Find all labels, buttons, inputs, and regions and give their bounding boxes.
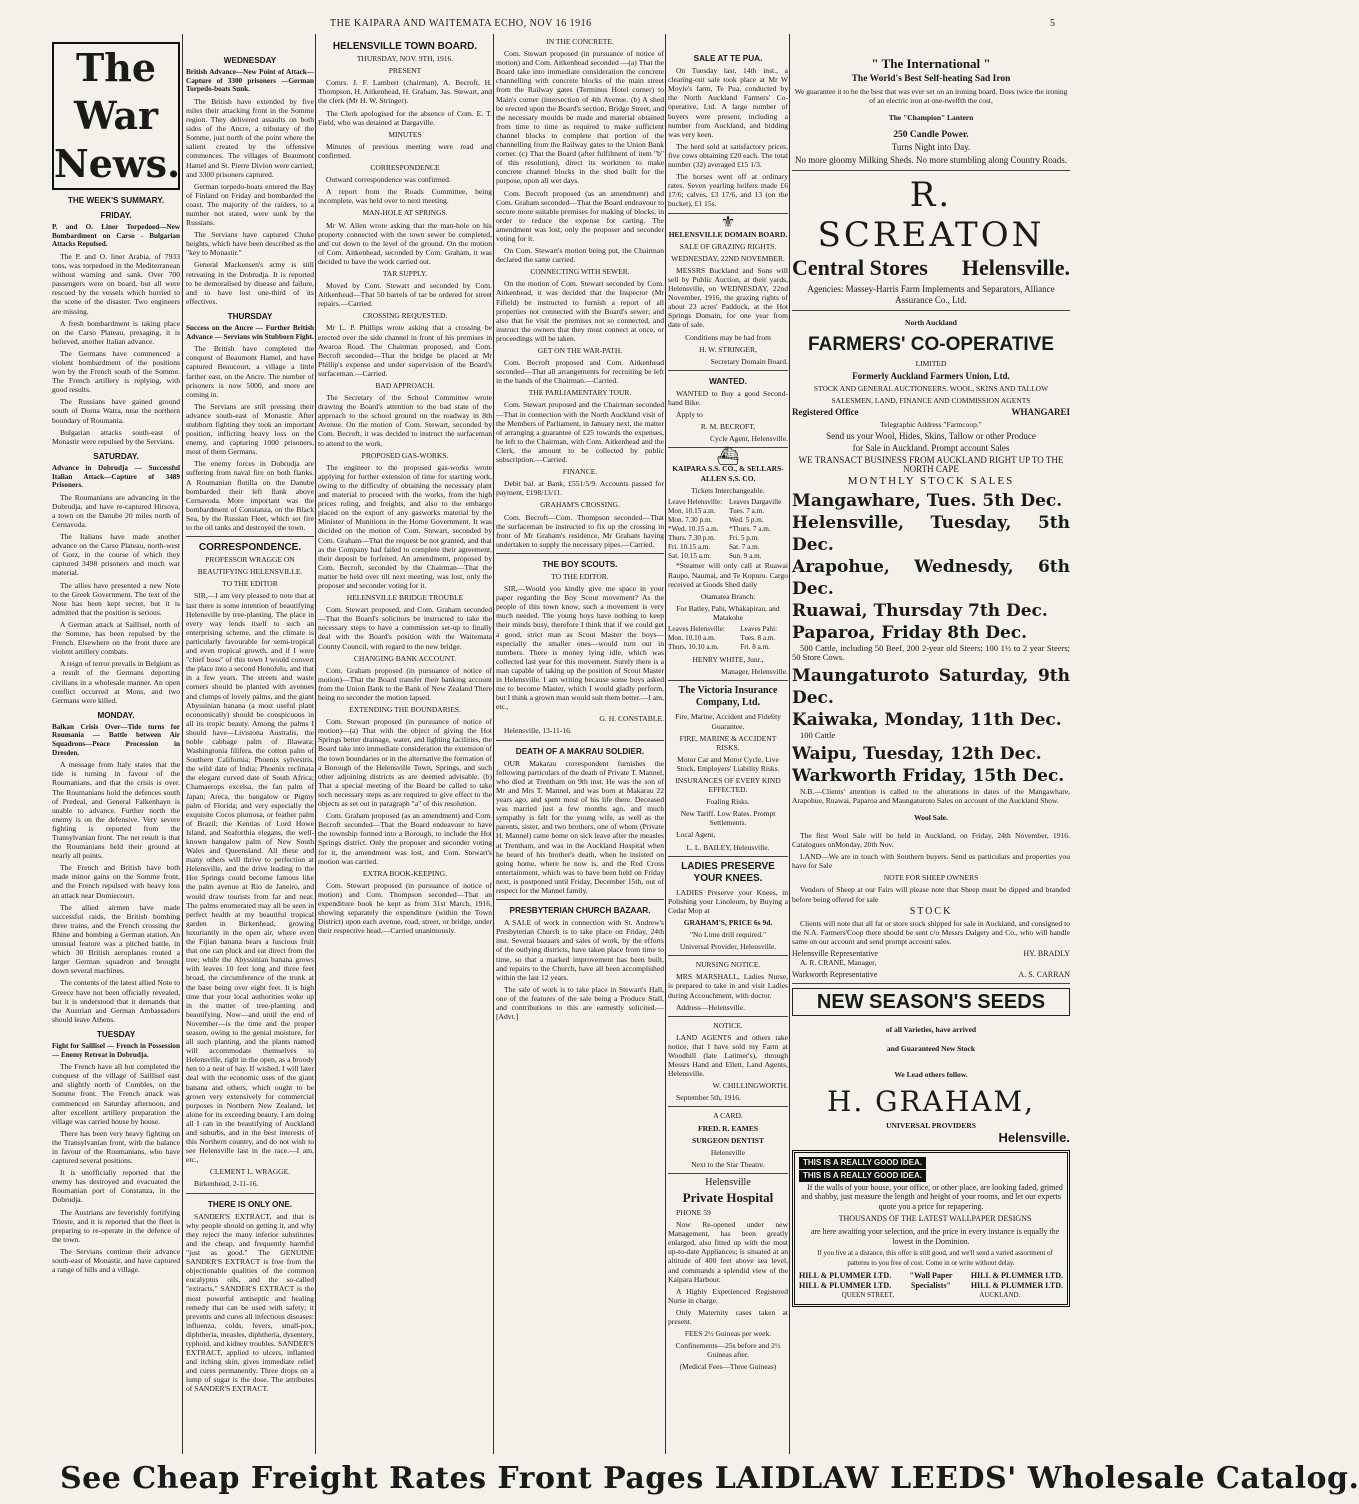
sale-date: Ruawai, Thursday 7th Dec. bbox=[792, 600, 1048, 621]
formerly: Formerly Auckland Farmers Union, Ltd. bbox=[852, 370, 1010, 381]
hospital-fees: Confinements—25s before and 2½ Guineas after. bbox=[675, 1341, 781, 1360]
report-paragraph: Com. Becroft—Com. Thompson seconded—That the surfaceman be instructed to fix up the crossing in front of Mr Graham's residence, Mr Graham having undertaken to supply the necessary pipes.—Carried. bbox=[496, 512, 664, 549]
report-paragraph: On the motion of Com. Stewart seconded by Com. Aitkenhead, it was decided that the Inspector (Mr Fifield) be instructed to furnish a report of all properties not connected with the Board's sewer; and also that he visit the premises not so connected, and instruct the owners that they must connect at once, or proceedings will be taken. bbox=[496, 279, 664, 343]
sheep-note-body: Vendors of Sheep at our Fairs will please note that Sheep must be dipped and branded before being offered for sale bbox=[792, 885, 1070, 904]
news-paragraph: It is unofficially reported that the enemy has destroyed and evacuated the Roumanian port of Constanza, in the Dobrudja. bbox=[52, 1168, 180, 1205]
section-heading: CONNECTING WITH SEWER. bbox=[530, 267, 630, 277]
news-paragraph: The allied airmen have made successful raids, the British bombing three trains, and the French crossing the Rhine and bombing a German station. An unusual feature was a pitched battle, in which 30 British aeroplanes routed a larger German squadron and brought down several machines. bbox=[52, 902, 180, 976]
seeds-line: and Guaranteed New Stock bbox=[886, 1044, 976, 1054]
victoria-body: Local Agent, bbox=[676, 830, 716, 840]
notice-body: MESSRS Buckland and Sons will sell by Public Auction, at their yards, Helensville, on WEDNESDAY, 22nd November, 1916, the grazing rights of about 23 acres' Paddock, at the Hot Springs Domain, for one year from date of sale. bbox=[668, 265, 788, 330]
wallpaper-label: "Wall Paper bbox=[909, 1271, 953, 1281]
hospital-body: Only Maternity cases taken at present. bbox=[668, 1307, 788, 1327]
report-paragraph: Com. Becroft proposed and Com. Aitkenhead seconded—That all arrangements for recruiting be left in the hands of the Chairman.—Carried. bbox=[496, 358, 664, 386]
section-heading: CHANGING BANK ACCOUNT. bbox=[353, 653, 457, 663]
war-news-column bbox=[52, 34, 180, 1454]
masthead bbox=[0, 0, 1114, 30]
masthead-title: THE KAIPARA AND WAITEMATA ECHO, NOV 16 1916 bbox=[330, 18, 592, 29]
report-paragraph: Debit bal. at Bank, £551/5/9. Accounts passed for payment, £198/13/11. bbox=[496, 479, 664, 498]
wool-sale-body: The first Wool Sale will be held in Auckland, on Friday, 24th November, 1916. Catalogues onMonday, 20th Nov. bbox=[792, 830, 1070, 850]
report-paragraph: Moved by Com. Stewart and seconded by Com. Aitkenhead—That 50 barrels of tar be ordered for street repairs.—Carried. bbox=[318, 281, 492, 309]
kaipara-heading: KAIPARA S.S. CO., & SELLARS-ALLEN S.S. CO. bbox=[672, 464, 784, 483]
rep-label: Warkworth Representative bbox=[792, 970, 878, 980]
hospital-body: A Highly Experienced Registered Nurse in charge. bbox=[668, 1286, 788, 1305]
table-header: Leaves Pahi: bbox=[740, 624, 778, 633]
telegraph: Telegraphic Address "Farmcoop." bbox=[880, 419, 982, 429]
news-paragraph: General Mackensen's army is still retreating in the Dobrudja. It is reported to be demoralised by disease and failure, and to have lost one-third of its effectives. bbox=[186, 260, 314, 306]
dentist-name: FRED. R. EAMES bbox=[697, 1123, 758, 1133]
saturday-subheading: Advance in Dobrudja — Successful Italian Attack—Capture of 3489 Prisoners. bbox=[52, 463, 180, 490]
letter-place: Helensville, 13-11-16. bbox=[504, 726, 572, 736]
victoria-body: INSURANCES OF EVERY KIND EFFECTED. bbox=[675, 776, 781, 795]
hospital-fees: (Medical Fees—Three Guineas) bbox=[679, 1362, 777, 1372]
sale-date: Mangawhare, Tues. 5th Dec. bbox=[792, 490, 1063, 511]
news-paragraph: On Tuesday last, 14th inst., a clearing-out sale took place at Mr W Moyle's farm, Te Pua, conducted by the North Auckland Farmers' Co-operative, Ltd. A large number of buyers were present, including a number from Auckland, and bidding was very keen. bbox=[668, 66, 788, 139]
wanted-heading: WANTED. bbox=[709, 376, 747, 386]
address-city: AUCKLAND. bbox=[979, 1290, 1021, 1299]
table-cell: Mon. 10.10 a.m. bbox=[668, 634, 716, 643]
letter-title: PROFESSOR WRAGGE ON bbox=[205, 555, 295, 565]
transact: WE TRANSACT BUSINESS FROM AUCKLAND RIGHT UP TO THE NORTH CAPE bbox=[798, 455, 1064, 475]
kaiwaka-detail: 100 Cattle bbox=[800, 729, 836, 740]
farmers-coop-title: FARMERS' CO-OPERATIVE bbox=[808, 334, 1054, 356]
notice-signature: W. CHILLINGWORTH. bbox=[712, 1081, 788, 1091]
letter-subtitle: BEAUTIFYING HELENSVILLE. bbox=[197, 567, 303, 577]
meeting-date: THURSDAY, NOV. 9TH, 1916. bbox=[356, 54, 454, 64]
news-paragraph: The French and British have both made minor gains on the Somme front, and the French repulsed with heavy loss an attack near Domiecourt. bbox=[52, 863, 180, 900]
rep-name: HY. BRADLY bbox=[1023, 949, 1070, 958]
victoria-body: FIRE, MARINE & ACCIDENT RISKS. bbox=[679, 733, 777, 752]
manager-name: A. R. CRANE, Manager, bbox=[800, 958, 877, 968]
hill-plummer-name: HILL & PLUMMER LTD. bbox=[799, 1281, 892, 1290]
notice-signature-title: Manager, Helensville. bbox=[721, 667, 788, 677]
stock-line: STOCK AND GENERAL AUCTIONEERS. WOOL, SKINS AND TALLOW bbox=[813, 383, 1049, 393]
notice-signature: H. W. STRINGER, bbox=[699, 344, 757, 354]
sale-date: Paparoa, Friday 8th Dec. bbox=[792, 622, 1028, 643]
champion-slogan: Turns Night into Day. bbox=[891, 142, 971, 153]
graham-place: Helensville. bbox=[998, 1130, 1070, 1146]
table-cell: Thurs. 7.30 p.m. bbox=[668, 534, 716, 543]
report-paragraph: Mr W. Allen wrote asking that the man-hole on his property connected with the town sewer be completed, and cut down to the level of the ground. On the motion of Com. Aitkenhead, seconded by Com. Graham, it was decided to have the work carried out. bbox=[318, 220, 492, 266]
news-paragraph: The Servians continue their advance south-east of Monastir, and have captured a range of hills and a village. bbox=[52, 1246, 180, 1275]
news-paragraph: Bulgarian attacks south-east of Monastir were repulsed by the Servians. bbox=[52, 427, 180, 446]
section-heading: GET ON THE WAR-PATH. bbox=[537, 346, 623, 355]
notice-body: Conditions may be had from bbox=[685, 332, 771, 342]
report-paragraph: On Com. Stewart's motion being put, the Chairman declared the same carried. bbox=[496, 246, 664, 265]
victoria-heading: The Victoria Insurance Company, Ltd. bbox=[678, 685, 778, 709]
otamatea-heading: Otamatea Branch: bbox=[700, 591, 756, 601]
champion-title: The "Champion" Lantern bbox=[888, 113, 974, 123]
ladies-body: Universal Provider, Helensville. bbox=[679, 942, 777, 952]
town-board-column bbox=[318, 34, 492, 1454]
town-board-title: HELENSVILLE TOWN BOARD. bbox=[332, 41, 478, 52]
victoria-body: New Tariff. Low Rates. Prompt Settlements. bbox=[680, 809, 776, 828]
sanders-heading: THERE IS ONLY ONE. bbox=[207, 1199, 293, 1209]
whangarei: WHANGAREI bbox=[1011, 406, 1070, 417]
table-cell: *Thurs. 7 a.m. bbox=[728, 525, 771, 534]
wallpaper-distance: If you live at a distance, this offer is still good, and we'll send a varied assortment of patterns to you free of cost. Come in or write without delay. bbox=[817, 1249, 1053, 1267]
victoria-body: Fire, Marine, Accident and Fidelity Guarantee. bbox=[675, 712, 781, 731]
wallpaper-body: are here awaiting your selection, and the price in every instance is equally the lowest in the Dominion. bbox=[810, 1227, 1060, 1246]
news-paragraph: The Italians have made another advance on the Carso Plateau, north-west of Gorz, in the course of which they captured 3498 prisoners and much war material. bbox=[52, 532, 180, 578]
section-heading: CORRESPONDENCE bbox=[370, 163, 440, 173]
table-cell: Wed. 5 p.m. bbox=[728, 515, 764, 524]
bazaar-heading: PRESBYTERIAN CHURCH BAZAAR. bbox=[509, 906, 651, 916]
table-header: Leave Helensville: bbox=[668, 497, 723, 506]
rep-name: A. S. CARRAN bbox=[1018, 970, 1070, 980]
table-cell: Mon. 10.15 a.m. bbox=[668, 506, 716, 515]
tuesday-subheading: Fight for Saillisel — French in Possession — Enemy Retreat in Dobrudja. bbox=[52, 1041, 180, 1059]
sale-date: Helensville, Tuesday, 5th Dec. bbox=[792, 512, 1070, 555]
helensville-label: Helensville. bbox=[961, 255, 1070, 281]
hill-plummer-name: HILL & PLUMMER LTD. bbox=[970, 1281, 1063, 1290]
section-heading: THE PARLIAMENTARY TOUR. bbox=[528, 388, 632, 398]
footer-advert: See Cheap Freight Rates Front Pages LAIDLAW LEEDS' Wholesale Catalog. bbox=[60, 1461, 1359, 1496]
ladies-body: "No Lime drill required." bbox=[689, 930, 767, 940]
lead-line: We Lead others follow. bbox=[894, 1070, 968, 1080]
news-paragraph: The allies have presented a new Note to the Greek Government. The text of the Note has been kept secret, but it is admitted that the position is serious. bbox=[52, 580, 180, 617]
report-paragraph: Com. Graham proposed (in pursuance of notice of motion)—That the Board transfer their banking account from the Union Bank to the Bank of New Zealand There being no seconder the motion lapsed. bbox=[318, 665, 492, 702]
section-heading: MINUTES bbox=[388, 129, 422, 139]
news-paragraph: German torpedo-boats entered the Bay of Finland on Friday and bombarded the coast. The majority of the raiders, to a number not stated, were sunk by the Russians. bbox=[186, 181, 314, 228]
victoria-body: Foaling Risks. bbox=[706, 797, 750, 807]
monthly-stock-sales: MONTHLY STOCK SALES bbox=[847, 475, 1015, 488]
news-paragraph: The British have extended by five miles their attacking front in the Somme region. They delivered assaults on both sides of the Ancre, a tributary of the Somme, just north of the point where the salient created by the offensive commences. The villages of Beaumont Hamel and St. Pierre Divion were carried, and 3300 prisoners captured. bbox=[186, 96, 314, 179]
monday-heading: MONDAY. bbox=[97, 710, 135, 720]
north-auckland: North Auckland bbox=[905, 318, 957, 328]
sale-date: Maungaturoto Saturday, 9th Dec. bbox=[792, 665, 1070, 708]
registered-office: Registered Office bbox=[792, 406, 859, 417]
section-heading: IN THE CONCRETE. bbox=[546, 37, 614, 46]
wallpaper-body: If the walls of your house, your office, or other place, are looking faded, grimed and shabby, just measure the length and height of your rooms, and let our experts quote you a price for repapering. bbox=[801, 1182, 1063, 1211]
send-produce: Send us your Wool, Hides, Skins, Tallow or other Produce bbox=[826, 431, 1036, 442]
news-paragraph: There has been very heavy fighting on the Transylvanian front, with the balance in favour of the Roumanians, who have captured several positions. bbox=[52, 1128, 180, 1166]
central-stores: Central Stores bbox=[792, 255, 928, 281]
table-cell: Tues. 7 a.m. bbox=[728, 506, 765, 515]
table-cell: Tues. 8 a.m. bbox=[740, 634, 776, 643]
news-paragraph: The Servians have captured Chuke heights, which have been described as the "key to Monastir." bbox=[186, 230, 314, 258]
sale-heading: SALE AT TE PUA. bbox=[693, 54, 763, 63]
section-heading: FINANCE. bbox=[562, 467, 598, 477]
paparoa-detail: 500 Cattle, including 50 Beef, 200 2-year old Steers; 100 1½ to 2 year Steers; 50 Store Cows. bbox=[792, 642, 1070, 662]
notice-body: Address—Helensville. bbox=[676, 1002, 745, 1012]
news-paragraph: The horses went off at ordinary rates. Seven yearling heifers made £6 17/6; calves, £3 17/6, and 13 (on the bucket), £1 15s. bbox=[668, 172, 788, 209]
nb-note: N.B.—Clients' attention is called to the alterations in dates of the Mangawhare, Arapohue, Ruawai, Paparoa and Maungaturoto Sales on account of the Auckland Show. bbox=[792, 786, 1070, 805]
wednesday-subheading: British Advance—New Point of Attack—Capture of 3300 prisoners —German Torpedo-boats Sunk. bbox=[186, 68, 314, 94]
ladies-body: LADIES Preserve your Knees, in Polishing your Linoleum, by Buying a Cedar Mop at bbox=[668, 887, 788, 915]
news-paragraph: A reign of terror prevails in Belgium as a result of the Germans deporting civilians in a wholesale manner. An open conflict occurred at Mons, and two Germans were killed. bbox=[52, 659, 180, 705]
ladies-price: GRAHAM'S, PRICE 6s 9d. bbox=[683, 917, 773, 927]
report-paragraph: Com. Becroft proposed (as an amendment) and Com. Graham seconded—That the Board endeavour to secure more suitable premises for making of blocks, in order to reduce the expense for carting. The amendment was lost, only the proposer and seconder voting for it. bbox=[496, 188, 664, 243]
news-paragraph: The contents of the latest allied Note to Greece have not been officially revealed, but it is understood that it demands that the Austrian and German Ambassadors should leave Athens. bbox=[52, 978, 180, 1024]
table-cell: *Wed. 10.15 a.m. bbox=[668, 525, 719, 534]
sale-date: Warkworth Friday, 15th Dec. bbox=[792, 765, 1065, 786]
steamer-note: *Steamer will only call at Ruawai Raupo, Naumai, and Te Kopuru. Cargo received at Goods Shed daily bbox=[668, 561, 788, 589]
for-sale: for Sale in Auckland. Prompt account Sales bbox=[852, 443, 1010, 454]
report-paragraph: Minutes of previous meeting were read and confirmed. bbox=[318, 141, 492, 160]
notice-body: LAND AGENTS and others take notice, that I have sold my Farm at Woodhill (late Latimer's), through Messrs Hand and Ellett, Land Agents, Helensville. bbox=[668, 1032, 788, 1079]
sailing-timetable bbox=[668, 498, 788, 562]
screaton-title: R. SCREATON bbox=[817, 175, 1045, 256]
section-heading: TAR SUPPLY. bbox=[382, 268, 428, 278]
section-heading: PROPOSED GAS-WORKS. bbox=[361, 450, 449, 460]
stock-body: Clients will note that all fat or store stock shipped for sale in Auckland, and consigned to the N.A. Farmers'Coop there should be sent c/o Messrs Dalgety and Co., who will handle same on our account and send prompt account sales. bbox=[792, 918, 1070, 946]
hill-plummer-name: HILL & PLUMMER LTD. bbox=[799, 1271, 892, 1281]
tickets-note: Tickets Interchangeable. bbox=[691, 485, 765, 495]
limited: LIMITED bbox=[915, 359, 947, 369]
news-paragraph: A German attack at Saillisel, north of the Somme, has been repulsed by the French. Elsewhere on the front there are violent artillery combats. bbox=[52, 619, 180, 657]
news-paragraph: A fresh bombardment is taking place on the Carso Plateau, presaging, it is believed, another Italian advance. bbox=[52, 318, 180, 346]
weekly-summary-heading: THE WEEK'S SUMMARY. bbox=[67, 196, 165, 205]
letter-place: Birkenhead, 2-11-16. bbox=[194, 1179, 259, 1189]
hospital-phone: PHONE 59 bbox=[676, 1208, 711, 1217]
news-paragraph: The Russians have gained ground south of Dorna Watra, near the northern boundary of Roumania. bbox=[52, 397, 180, 425]
land-note: LAND—We are in touch with Southern buyers. Send us particulars and properties you have for Sale bbox=[792, 852, 1070, 871]
agencies: Agencies: Massey-Harris Farm Implements and Separators, Alliance Assurance Co., Ltd. bbox=[807, 284, 1055, 306]
champion-power: 250 Candle Power. bbox=[893, 130, 969, 141]
seeds-line: of all Varieties, have arrived bbox=[885, 1025, 977, 1035]
sanders-advert: SANDER'S EXTRACT, and that is why people should on getting it, and why they reject the many inferior substitutes and the cheap, and frequently harmful "just as good." The GENUINE SANDER'S EXTRACT is free from the objectionable qualities of the common eucalyptus oils, and the so-called "extracts." SANDER'S EXTRACT is the most powerful antiseptic and healing remedy that can be used with safety; it prevents and cures all infectious diseases: influenza, colds, fevers, small-pox, diphtheria, measles, diphtheria, dysentery, typhoid, and kidney troubles. SANDER'S EXTRACT, applied to ulcers, inflamed and itching skin, gives immediate relief and cures permanently. Three drops on a lump of sugar is the dose. The attributes of SANDER'S EXTRACT. bbox=[186, 1211, 314, 1394]
notice-signature: HENRY WHITE, Junr., bbox=[692, 655, 764, 665]
notice-signature-title: Cycle Agent, Helensville. bbox=[709, 434, 788, 444]
table-cell: Fri. 10.15 a.m. bbox=[668, 543, 711, 552]
table-header: Leaves Dargaville bbox=[728, 497, 782, 506]
news-paragraph: The enemy forces in Dobrudja are suffering from naval fire on both flanks. A Roumanian flotilla on the Danube bombarded their left flank above Cernavoda. More important was the bombardment of Constanza, on the Black Sea, by the Russian Fleet, which set fire to the oil tanks and destroyed the town. bbox=[186, 459, 314, 532]
domain-date: WEDNESDAY, 22ND NOVEMBER. bbox=[671, 253, 785, 263]
section-heading: BAD APPROACH. bbox=[375, 381, 435, 390]
sale-date: Waipu, Tuesday, 12th Dec. bbox=[792, 743, 1042, 764]
victoria-body: Motor Car and Motor Cycle, Live Stock, Employers' Liability Risks. bbox=[676, 754, 780, 773]
letter-signature: G. H. CONSTABLE. bbox=[599, 714, 664, 724]
news-paragraph: The Austrians are feverishly fortifying Trieste, and it is reported that the fleet is preparing to re-operate in the defence of the town. bbox=[52, 1207, 180, 1244]
news-paragraph: The herd sold at satisfactory prices, five cows obtaining £20 each. The total number (32) averaged £15 1/3. bbox=[668, 141, 788, 170]
hospital-heading-1: Helensville bbox=[705, 1176, 751, 1188]
friday-subheading: P. and O. Liner Torpedoed—New Bombardment on Carso - Bulgarian Attacks Repulsed. bbox=[52, 223, 180, 249]
notice-body: WANTED to Buy a good Second-hand Bike. bbox=[668, 388, 788, 407]
section-heading: CROSSING REQUESTED. bbox=[362, 311, 448, 321]
intl-subtitle: The World's Best Self-heating Sad Iron bbox=[851, 74, 1011, 84]
hospital-body: Now Re-opened under new Management, has been greatly enlarged, also fitted up with the most up-to-date Appliances; is situated at an altitude of 400 feet above sea level, and commands a splendid view of the Kaipara Harbour. bbox=[668, 1220, 788, 1284]
wednesday-heading: WEDNESDAY bbox=[223, 56, 277, 65]
good-idea-banner: THIS IS A REALLY GOOD IDEA. bbox=[799, 1157, 926, 1169]
to-the-editor: TO THE EDITOR. bbox=[551, 571, 609, 581]
table-cell: Sat. 7 a.m. bbox=[728, 543, 760, 552]
crest-icon: ⚜ bbox=[720, 213, 736, 231]
war-news-column-2 bbox=[186, 34, 314, 1454]
report-paragraph: The Secretary of the School Committee wrote drawing the Board's attention to the bad state of the approach to the school ground on the roadway in 8th Avenue. On the motion of Com. Stewart, seconded by Com. Becroft, it was decided to instruct the surfaceman to attend to the work. bbox=[318, 393, 492, 448]
thursday-subheading: Success on the Ancre — Further British Advance — Servians win Stubborn Fight. bbox=[186, 324, 314, 341]
news-paragraph: The British have completed the conquest of Beaumont Hamel, and have captured Beaucourt, a village a little farther east, on the Ancre. The number of prisoners is now 5000, and more are coming in. bbox=[186, 344, 314, 399]
stock-heading: STOCK bbox=[909, 905, 953, 917]
sale-date: Arapohue, Wednesdy, 6th Dec. bbox=[792, 556, 1070, 599]
tuesday-heading: TUESDAY bbox=[96, 1029, 136, 1039]
table-cell: Mon. 7.30 p.m. bbox=[668, 515, 713, 524]
table-cell: Fri. 5 p.m. bbox=[728, 534, 760, 543]
wallpaper-designs: THOUSANDS OF THE LATEST WALLPAPER DESIGNS bbox=[838, 1214, 1032, 1224]
hospital-fees: FEES 2½ Guineas per week. bbox=[684, 1329, 772, 1339]
domain-sub: SALE OF GRAZING RIGHTS. bbox=[679, 241, 777, 251]
section-heading: EXTENDING THE BOUNDARIES. bbox=[349, 705, 461, 715]
letter-signature: CLEMENT L. WRAGGE. bbox=[209, 1167, 291, 1177]
section-heading: PRESENT bbox=[388, 66, 422, 76]
letter-body: SIR,—I am very pleased to note that at last there is some intention of beautifying Helensville by tree-planting. The place in every way lends itself to such an enterprising scheme, and the climate is particularly favourable for semi-tropical and even tropical growth, and if I were "chief boss" of this town I would convert the place into a second Honolulu, and that in a few years. The streets and waste corners should be planted with avenues and clumps of lovely palms, and the giant Abyssinian banana (a most useful plant economically) should be conspicuous in all its tropic beauty. Among the palms I should have—Livistona Australis, the noble cabbage palm of Illawara; Washingtonia filifera, the cotton palm of Southern California; Phoenix sylvestris, the wild date of India; Phoenix reclinata the elegant curved date of South Africa; Chamaerops excelsa, the fan palm of Japan; Areca, the bangalow or Pigmy palm of Florida; and very especially the exquisite Cocos plumosa, or feather palm of Brazil; the Kentias of Lord Howe Island, and Seaforthia elegans, the well-known bangalow palm of New South Wales and Queensland. All these and many others will thrive to perfection at Helensville, and the drive leading to the Hot Springs could become famous like the palm avenue at Rio de Janeiro, and would draw tourists from far and near. The palms enumerated may all be seen in perfect health at my beautiful tropical garden in Birkenhead, growing luxuriantly in the open air, where even the Fijian banana bears a luscious fruit that one can pluck and eat direct from the tree; while the Abyssinian banana grows with leaves 10 feet long and three feet broad, the circumference of the trunk at the base being over eight feet. It is high time that your local authorities woke up in the matter of tree-planting and beautifying. Now—and until the end of November—is the time and the proper season, owing to the genial moisture, for all such planting, and the plants named will accommodate themselves to Helensville, right in the open, as a broody hen to a nest of hay. If wished, I will later deal with the economic uses of the giant banana and others, which ought to be grown very extensively for commercial purposes in Northern New Zealand, let alone for its exceeding beauty. I am doing all I can in the beautifying of Auckland and suburbs, and in the best interests of this Northern country, and do not wish to see Helensville last in the race.—I am, etc., bbox=[186, 591, 314, 1165]
notice-body: Apply to bbox=[676, 410, 703, 420]
table-header: Leaves Helensville: bbox=[668, 624, 725, 633]
makrau-heading: DEATH OF A MAKRAU SOLDIER. bbox=[515, 746, 645, 756]
page-number: 5 bbox=[1050, 18, 1056, 29]
wool-sale-title: Wool Sale. bbox=[914, 812, 948, 822]
dentist-place: Helensville bbox=[710, 1147, 746, 1157]
section-heading: GRAHAM'S CROSSING. bbox=[540, 500, 620, 510]
news-paragraph: The French have all but completed the conquest of the village of Saillisel east and slightly north of Combles, on the Somme front. The French attack was commenced on Saturday afternoon, and after excellent artillery preparation the village was carried house by house. bbox=[52, 1062, 180, 1126]
friday-heading: FRIDAY. bbox=[100, 211, 132, 221]
seeds-title: NEW SEASON'S SEEDS bbox=[792, 988, 1070, 1016]
nursing-heading: NURSING NOTICE. bbox=[695, 960, 761, 970]
news-paragraph: The Roumanians are advancing in the Dobrudja, and have re-captured Hirsova, a town on the Danube 20 miles north of Cernavoda. bbox=[52, 492, 180, 529]
otamatea-body: For Batley, Pahi, Whakapirau, and Matakohe bbox=[676, 603, 780, 622]
news-paragraph: OUR Makarau correspondent furnishes the following particulars of the death of Private T. Mannel, who died at Trentham on 9th inst. He was the son of Mr and Mrs T. Mannel, and was born at Makarau 22 years ago, and spent most of his life there. Deceased was married just a few months ago, and much sympathy is felt for the young wife, as well as the parents, sister, and two brothers, one of whom (Private H. Mannel) came home on sick leave after the measles at Trentham, and was in the Auckland Hospital when he heard of his brother's death, when he insisted on going home, where he now is, and the Red Cross entertainment, which was to have been held on Friday next, is postponed until Friday, December 15th, out of respect for the Mannel family. bbox=[496, 758, 664, 895]
table-cell: Thurs. 10.10 a.m. bbox=[668, 643, 719, 652]
intl-title: " The International " bbox=[871, 56, 991, 71]
section-heading: MAN-HOLE AT SPRINGS. bbox=[362, 208, 448, 218]
report-paragraph: Com. Graham proposed (as an amendment) and Com. Becroft seconded—That the Board endeavour to have the township formed into a Borough, to include the Hot Springs district. Only the proposer and seconder voting for it, the amendment was lost, and Com. Stewart's motion was carried. bbox=[318, 811, 492, 866]
hospital-heading-2: Private Hospital bbox=[682, 1190, 774, 1205]
ladies-heading: LADIES PRESERVE YOUR KNEES. bbox=[681, 860, 775, 884]
sheep-note-heading: NOTE FOR SHEEP OWNERS bbox=[883, 873, 979, 883]
report-paragraph: Mr L. P. Phillips wrote asking that a crossing be erected over the side channel in front of his premises in Awaroa Road. The Chairman proposed, and Com. Becroft seconded—That the bridge be placed at Mr Phillip's expense and under supervision of the Board's surfaceman.—Carried. bbox=[318, 323, 492, 378]
report-paragraph: Com. Stewart proposed, and Com. Graham seconded—That the Board's solicitors be instructed to take the necessary steps to have a commission set-up to finally deal with the Board's position with the Waitemata County Council, with regard to the new bridge. bbox=[318, 605, 492, 651]
good-idea-banner: THIS IS A REALLY GOOD IDEA. bbox=[799, 1170, 926, 1182]
saturday-heading: SATURDAY. bbox=[93, 451, 139, 461]
news-paragraph: The Servians are still pressing their advance south-east of Monastir. After stubborn fighting they took an important position, inflicting heavy loss on the enemy, and capturing 1000 prisoners, most of them Germans. bbox=[186, 401, 314, 457]
champion-body: No more gloomy Milking Sheds. No more stumbling along Country Roads. bbox=[795, 155, 1067, 166]
specialists-label: Specialists" bbox=[911, 1281, 951, 1290]
salesmen-line: SALESMEN, LAND, FINANCE AND COMMISSION AGENTS bbox=[831, 395, 1031, 405]
sale-date: Kaiwaka, Monday, 11th Dec. bbox=[792, 709, 1062, 730]
report-paragraph: The Clerk apologised for the absence of Com. E. T. Field, who was detained at Dargaville. bbox=[318, 108, 492, 127]
boy-scouts-heading: THE BOY SCOUTS. bbox=[542, 559, 618, 569]
to-the-editor: TO THE EDITOR bbox=[222, 579, 278, 589]
report-paragraph: Comrs. J. F. Lambert (chairman), A. Becroft, H. Thompson, H. Aitkenhead, H. Graham, Jas. Stewart, and the clerk (Mr H. W. Stringer). bbox=[318, 78, 492, 106]
notice-body: MRS MARSHALL, Ladies Nurse, is prepared to take in and visit Ladies during Accouchment, with doctor. bbox=[668, 972, 788, 1000]
dentist-location: Next to the Star Theatre. bbox=[691, 1159, 765, 1169]
news-paragraph: A SALE of work in connection with St. Andrew's Presbyterian Church is to take place on Friday, 24th inst. Several bazaars and sales of work, by the efforts of the outlying districts, have taken place from time to time, so that a marked improvement has been built, and repairs to the Church, have all been accomplished within the last 12 years. bbox=[496, 918, 664, 982]
table-cell: Sun. 9 a.m. bbox=[728, 552, 762, 561]
advertisements-column bbox=[792, 34, 1070, 1454]
report-paragraph: A report from the Roads Committee, being incomplete, was held over to next meeting. bbox=[318, 187, 492, 206]
universal-providers: UNIVERSAL PROVIDERS bbox=[886, 1121, 976, 1131]
notice-signature: R. M. BECROFT, bbox=[700, 422, 756, 432]
table-cell: Sat. 10.15 a.m. bbox=[668, 552, 712, 561]
table-cell: Fri. 8 a.m. bbox=[740, 643, 770, 652]
hill-plummer-name: HILL & PLUMMER LTD. bbox=[970, 1271, 1063, 1281]
monday-subheading: Balkan Crisis Over—Tide turns for Roumania — Battle between Air Squadrons—Peace Procession in Dresden. bbox=[52, 722, 180, 757]
report-paragraph: Com. Stewart proposed (in pursuance of notice of motion)—(a) That with the object of giving the Hot Springs better drainage, water, and lighting facilities, the Board take into immediate consideration the extension of the town boundaries or in the alternative the formation of a Borough of the Helensville Town, Springs, and such other adjoining districts as are deemed advisable. (b) That a special meeting of the Board be called to take such necessary steps as are required to give effect to the objects as set out in paragraph "a" of this resolution. bbox=[318, 717, 492, 809]
report-paragraph: Outward correspondence was confirmed. bbox=[326, 175, 451, 185]
section-heading: HELENSVILLE BRIDGE TROUBLE bbox=[346, 593, 464, 603]
news-paragraph: A message from Italy states that the tide is turning in favour of the Roumanians, and that the crisis is over. The Roumanians hold the defences south of Predeal, and General Falkenhayn is unable to advance. Further north the enemy is on the defensive. Very severe fighting is reported from the Transylvanian front. The net result is that the Roumanians held their ground at nearly all points. bbox=[52, 760, 180, 861]
notice-date: September 5th, 1916. bbox=[676, 1093, 741, 1103]
correspondence-heading: CORRESPONDENCE. bbox=[198, 542, 302, 554]
news-paragraph: The P. and O. liner Arabia, of 7933 tons, was torpedoed in the Mediterranean without warning and sank. Over 700 passengers were on board, but all were rescued by the vessels which hurried to the scene of the disaster. Two engineers are missing. bbox=[52, 251, 180, 316]
notice-signature: L. L. BAILEY, Helensville. bbox=[686, 842, 770, 852]
address-street: QUEEN STREET, bbox=[841, 1290, 895, 1299]
letter-body: SIR,—Would you kindly give me space in your paper regarding the Boy Scout movement? As the people of this town know, such a movement is very much needed. The young boys have nothing to keep their minds busy, therefore I think that if we could get a good, strict man as Scout Master the boys—especially the smaller ones—would turn out in numbers. There is money lying idle, which was collected last year for this movement. Surely there is a man capable of taking up the position of Scout Master in Helensville. I am writing because some boys asked me to become Master, which I would gladly perform, but I think a grown man would suit them better.—I am, etc., bbox=[496, 584, 664, 712]
intl-body: We guarantee it to be the best that was ever set on an ironing board. Does twice the ironing of an electric iron at one-twelfth the cost, bbox=[794, 87, 1068, 106]
report-paragraph: Com. Stewart proposed and the Chairman seconded—That in connection with the North Auckland visit of the Members of Parliament, in January next, the matter of arranging a guarantee of £25 towards the expenses, be left to the Chairman, with Com. Aitkenhead and the Clerk, the amount to be collected by public subscription.—Carried. bbox=[496, 400, 664, 465]
news-paragraph: The sale of work is to take place in Stewart's Hall, one of the features of the sale being a Produce Stall, and contributions to this are earnestly solicited.—[Advt.] bbox=[496, 984, 664, 1022]
thursday-heading: THURSDAY bbox=[227, 311, 273, 321]
section-heading: EXTRA BOOK-KEEPING. bbox=[362, 868, 448, 878]
notice-signature-title: Secretary Domain Board. bbox=[710, 356, 788, 366]
steamer-icon: ⛴ bbox=[716, 446, 740, 467]
report-paragraph: Com. Stewart proposed (in pursuance of notice of motion) and Com. Aitkenhead seconded —(a) That the Board take into immediate consideration the concrete channelling with concrete blocks of the main street from the Railway gates (Terminus Hotel corner) to Main's corner (intersection of 4th Avenue. (b) A shed be erected upon the Board's section, Bridge Street, and the necessary moulds be made and material obtained from time to time as required to make sufficient channel blocks to complete that portion of the channelling from the Railway gates to the Union Bank corner. (c) That the Board (after fulfilment of item "b" of this resolution), direct its workmen to make concrete channel blocks in the shed built for the purpose, upon all wet days. bbox=[496, 49, 664, 186]
domain-board-heading: HELENSVILLE DOMAIN BOARD. bbox=[668, 229, 788, 239]
news-paragraph: The Germans have commenced a violent bombardment of the positions won by the French south of the Somme. The French artillery is replying, with good results. bbox=[52, 348, 180, 395]
graham-title: H. GRAHAM, bbox=[826, 1085, 1036, 1119]
rep-label: Helensville Representative bbox=[792, 949, 878, 958]
report-paragraph: The engineer to the proposed gas-works wrote applying for further extension of time for starting work, owing to the difficulty of obtaining the necessary plant and material to proceed with the works, from the high prices ruling, and freights, and also to the embargo placed on the export of any gasworks material by the Minister of Munitions in the Home Government. It was decided on the motion of Com. Stewart, seconded by Com. Graham—That the request be not granted, and that as the Company had failed to complete their agreement, their deposit be forfeited. An amendment, proposed by Com. Becroft, seconded by the Chairman—That the matter be held over till next meeting, was lost, only the proposer and seconder voting for it. bbox=[318, 462, 492, 590]
town-board-column-2 bbox=[496, 34, 664, 1454]
sailing-timetable-2 bbox=[668, 625, 788, 652]
wallpaper-advert bbox=[792, 1150, 1070, 1307]
notices-column bbox=[668, 34, 788, 1454]
war-news-title: The War News. bbox=[52, 42, 180, 190]
report-paragraph: Com. Stewart proposed (in pursuance of notice of motion) and Com. Thompson seconded—That an expenditure book be kept as from 31st March, 1916, showing separately the expenditure (within the Town District) upon each avenue, road, street, or bridge, under their respective head.—Carried unanimously. bbox=[318, 880, 492, 936]
card-heading: A CARD. bbox=[713, 1111, 743, 1121]
dentist-title: SURGEON DENTIST bbox=[692, 1135, 764, 1145]
notice-heading: NOTICE. bbox=[713, 1020, 743, 1030]
